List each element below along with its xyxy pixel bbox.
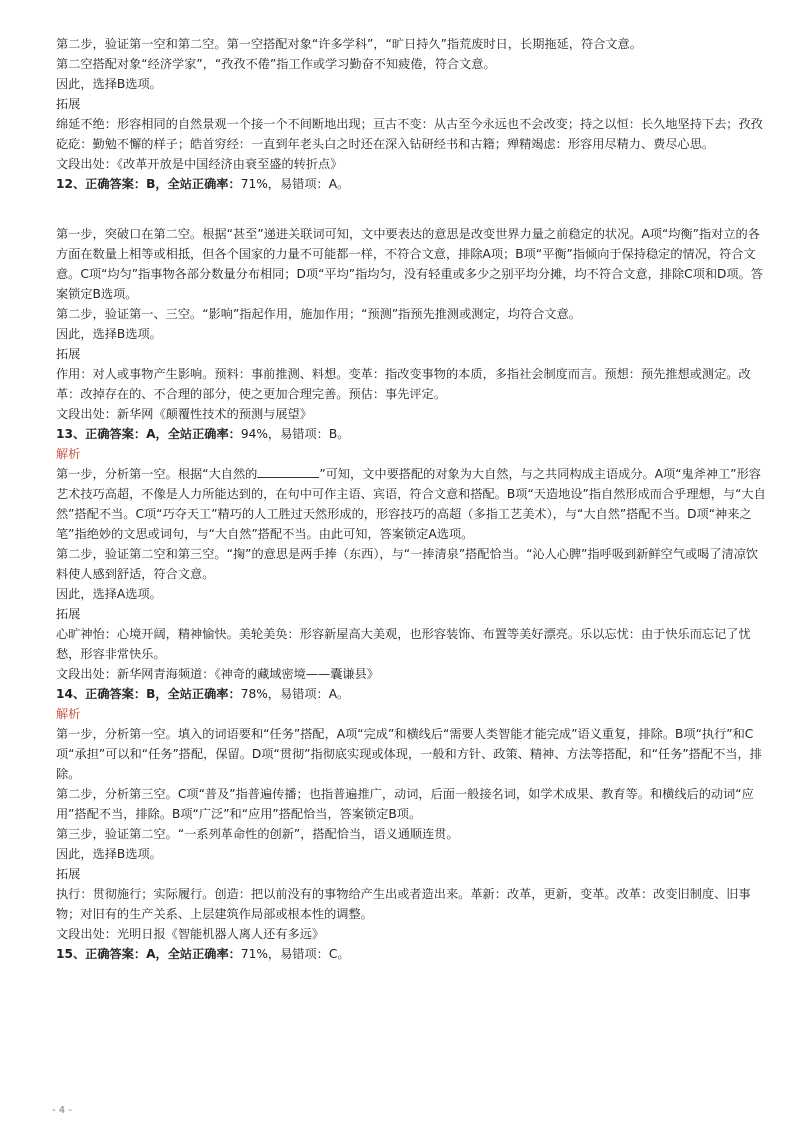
q13-step1 (56, 464, 770, 544)
q15-answer (56, 944, 770, 964)
q12-extend-text: 作用：对人或事物产生影响。预料：事前推测、料想。变革：指改变事物的本质，多指社会制度而言。预想：预先推想或测定。改革：改掉存在的、不合理的部分，使之更加合理完善。预估：事先评定。 (56, 367, 751, 401)
q12-step2: 第二步，验证第一、三空。“影响”指起作用，施加作用；“预测”指预先推测或测定，均符合文意。 (56, 307, 581, 321)
q14-answer-rate: 78%，易错项：A。 (240, 687, 350, 701)
q11-extend-label: 拓展 (56, 97, 81, 111)
q14-step1: 第一步，分析第一空。填入的词语要和“任务”搭配，A项“完成”和横线后“需要人类智能才能完成”语义重复，排除。B项“执行”和C项“承担”可以和“任务”搭配，保留。D项“贯彻”指彻底实现或体现，一般和方针、政策、精神、方法等搭配，和“任务”搭配不当，排除。 (56, 727, 762, 781)
q14-step2: 第二步，分析第三空。C项“普及”指普遍传播；也指普遍推广，动词，后面一般接名词，如学术成果、教育等。和横线后的动词“应用”搭配不当，排除。B项“广泛”和“应用”搭配恰当，答案锁定B项。 (56, 787, 754, 821)
q14-answer-head: 14、正确答案：B，全站正确率： (56, 687, 241, 701)
q12-extend-label: 拓展 (56, 347, 81, 361)
q13-source: 文段出处：新华网青海频道：《神奇的藏域密境——囊谦县》 (56, 667, 379, 681)
q13-answer-rate: 94%，易错项：B。 (240, 427, 350, 441)
q13-answer (56, 424, 770, 444)
q15-answer-head: 15、正确答案：A，全站正确率： (56, 947, 241, 961)
q12-conclusion: 因此，选择B选项。 (56, 327, 162, 341)
q14-extend-text: 执行：贯彻施行；实际履行。创造：把以前没有的事物给产生出或者造出来。革新：改革，更新，变革。改革：改变旧制度、旧事物；对旧有的生产关系、上层建筑作局部或根本性的调整。 (56, 887, 751, 921)
q13-step2: 第二步，验证第二空和第三空。“掬”的意思是两手捧（东西），与“一捧清泉”搭配恰当。“沁人心脾”指呼吸到新鲜空气或喝了清凉饮料使人感到舒适，符合文意。 (56, 547, 759, 581)
q14-step3: 第三步，验证第二空。“一系列革命性的创新”，搭配恰当，语义通顺连贯。 (56, 827, 459, 841)
q14-answer (56, 684, 770, 704)
q13-answer-head: 13、正确答案：A，全站正确率： (56, 427, 241, 441)
q12-answer (56, 174, 770, 194)
q13-step1-pre: 第一步，分析第一空。根据“大自然的 (56, 467, 258, 481)
q11-source: 文段出处：《改革开放是中国经济由衰至盛的转折点》 (56, 157, 343, 171)
q13-step1-post: ”可知，文中要搭配的对象为大自然，与之共同构成主语成分。A项“鬼斧神工”形容艺术技巧高超，不像是人力所能达到的，在句中可作主语、宾语，符合文意和搭配。B项“天造地设”指自然形成而合乎理想，与“大自然”搭配不当。C项“巧夺天工”精巧的人工胜过天然形成的，形容技巧的高超（多指工艺美术），与“大自然”搭配不当。D项“神来之笔”指绝妙的文思或词句，与“大自然”搭配不当。由此可知，答案锁定A选项。 (56, 467, 766, 541)
q14-section-label: 解析 (56, 707, 81, 721)
q14-extend-label: 拓展 (56, 867, 81, 881)
q11-step2-line2: 第二空搭配对象“经济学家”，“孜孜不倦”指工作或学习勤奋不知疲倦，符合文意。 (56, 57, 496, 71)
page-number: - 4 - (52, 1105, 72, 1116)
section-gap (56, 194, 770, 224)
fill-blank-line (257, 464, 319, 478)
q12-answer-head: 12、正确答案：B，全站正确率： (56, 177, 241, 191)
q14-source: 文段出处：光明日报《智能机器人离人还有多远》 (56, 927, 325, 941)
q14-conclusion: 因此，选择B选项。 (56, 847, 162, 861)
q13-conclusion: 因此，选择A选项。 (56, 587, 162, 601)
q12-answer-rate: 71%，易错项：A。 (240, 177, 350, 191)
q12-step1: 第一步，突破口在第二空。根据“甚至”递进关联词可知，文中要表达的意思是改变世界力量之前稳定的状况。A项“均衡”指对立的各方面在数量上相等或相抵，但各个国家的力量不可能都一样，不符合文意，排除A项；B项“平衡”指倾向于保持稳定的情况，符合文意。C项“均匀”指事物各部分数量分布相同；D项“平均”指均匀，没有轻重或多少之别平均分摊，均不符合文意，排除C项和D项。答案锁定B选项。 (56, 227, 763, 301)
q12-source: 文段出处：新华网《颠覆性技术的预测与展望》 (56, 407, 312, 421)
document-page (56, 34, 770, 964)
q13-extend-text: 心旷神怡：心境开阔，精神愉快。美轮美奂：形容新屋高大美观，也形容装饰、布置等美好漂亮。乐以忘忧：由于快乐而忘记了忧愁，形容非常快乐。 (56, 627, 751, 661)
q11-step2-line1: 第二步，验证第一空和第二空。第一空搭配对象“许多学科”，“旷日持久”指荒废时日，长期拖延，符合文意。 (56, 37, 642, 51)
q11-conclusion: 因此，选择B选项。 (56, 77, 162, 91)
q11-extend-text: 绵延不绝：形容相同的自然景观一个接一个不间断地出现；亘古不变：从古至今永远也不会改变；持之以恒：长久地坚持下去；孜孜矻矻：勤勉不懈的样子；皓首穷经：一直到年老头白之时还在深入钻研经书和古籍；殚精竭虑：形容用尽精力、费尽心思。 (56, 117, 763, 151)
q13-section-label: 解析 (56, 447, 81, 461)
q15-answer-rate: 71%，易错项：C。 (240, 947, 350, 961)
q13-extend-label: 拓展 (56, 607, 81, 621)
